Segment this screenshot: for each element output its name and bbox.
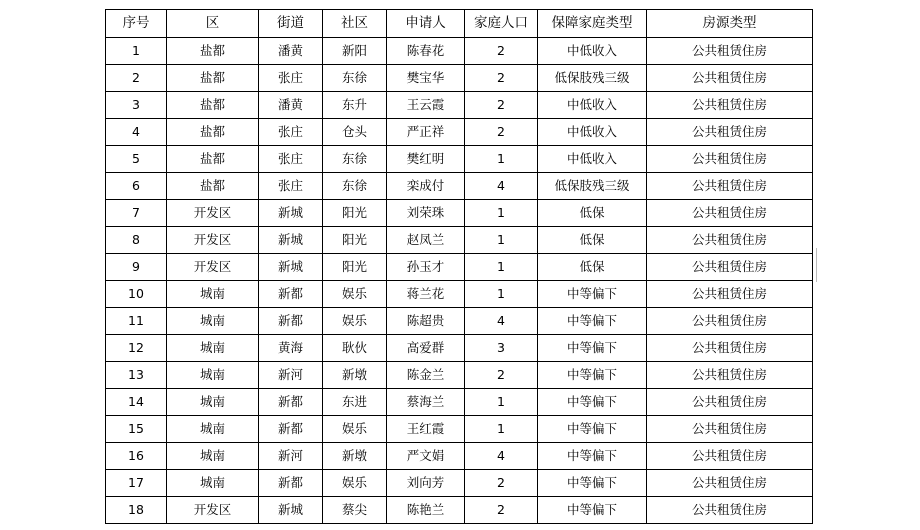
- cell-community: 东进: [323, 389, 387, 416]
- cell-guarantee-type: 中等偏下: [538, 335, 647, 362]
- cell-serial-number: 12: [106, 335, 167, 362]
- cell-applicant: 陈春花: [387, 38, 465, 65]
- cell-district: 盐都: [167, 92, 259, 119]
- header-housing-type: 房源类型: [647, 10, 813, 38]
- cell-guarantee-type: 低保: [538, 254, 647, 281]
- cell-community: 耿伙: [323, 335, 387, 362]
- cell-guarantee-type: 中等偏下: [538, 389, 647, 416]
- cell-community: 娱乐: [323, 470, 387, 497]
- header-community: 社区: [323, 10, 387, 38]
- table-row: [106, 200, 813, 227]
- table-row: [106, 281, 813, 308]
- cell-street: 新都: [259, 470, 323, 497]
- cell-district: 城南: [167, 470, 259, 497]
- cell-guarantee-type: 中等偏下: [538, 443, 647, 470]
- cell-serial-number: 3: [106, 92, 167, 119]
- cell-street: 新都: [259, 416, 323, 443]
- cell-household-size: 1: [465, 227, 538, 254]
- cell-household-size: 2: [465, 92, 538, 119]
- cell-street: 张庄: [259, 146, 323, 173]
- cell-guarantee-type: 中等偏下: [538, 470, 647, 497]
- cell-community: 娱乐: [323, 308, 387, 335]
- cell-district: 城南: [167, 308, 259, 335]
- cell-district: 城南: [167, 362, 259, 389]
- cell-household-size: 2: [465, 497, 538, 524]
- cell-community: 娱乐: [323, 281, 387, 308]
- header-household-size: 家庭人口: [465, 10, 538, 38]
- table-row: [106, 389, 813, 416]
- table-row: [106, 227, 813, 254]
- cell-housing-type: 公共租赁住房: [647, 416, 813, 443]
- cell-household-size: 1: [465, 389, 538, 416]
- cell-community: 东升: [323, 92, 387, 119]
- cell-applicant: 樊宝华: [387, 65, 465, 92]
- cell-applicant: 孙玉才: [387, 254, 465, 281]
- cell-housing-type: 公共租赁住房: [647, 389, 813, 416]
- cell-street: 张庄: [259, 119, 323, 146]
- cell-district: 盐都: [167, 65, 259, 92]
- table-row: [106, 470, 813, 497]
- cell-community: 东徐: [323, 146, 387, 173]
- cell-household-size: 2: [465, 65, 538, 92]
- cell-guarantee-type: 中低收入: [538, 92, 647, 119]
- table-header-row: [106, 10, 813, 38]
- cell-housing-type: 公共租赁住房: [647, 362, 813, 389]
- cell-applicant: 刘向芳: [387, 470, 465, 497]
- cell-serial-number: 8: [106, 227, 167, 254]
- cell-housing-type: 公共租赁住房: [647, 65, 813, 92]
- cell-district: 城南: [167, 389, 259, 416]
- table-row: [106, 173, 813, 200]
- cell-applicant: 刘荣珠: [387, 200, 465, 227]
- table-body: [106, 38, 813, 524]
- cell-street: 新城: [259, 227, 323, 254]
- cell-guarantee-type: 中等偏下: [538, 308, 647, 335]
- table-row: [106, 416, 813, 443]
- cell-guarantee-type: 中等偏下: [538, 497, 647, 524]
- cell-district: 盐都: [167, 146, 259, 173]
- cell-household-size: 1: [465, 416, 538, 443]
- cell-street: 潘黄: [259, 92, 323, 119]
- cell-household-size: 1: [465, 200, 538, 227]
- cell-serial-number: 18: [106, 497, 167, 524]
- cell-serial-number: 9: [106, 254, 167, 281]
- cell-serial-number: 4: [106, 119, 167, 146]
- cell-applicant: 赵凤兰: [387, 227, 465, 254]
- cell-serial-number: 2: [106, 65, 167, 92]
- cell-housing-type: 公共租赁住房: [647, 443, 813, 470]
- cell-household-size: 1: [465, 281, 538, 308]
- header-street: 街道: [259, 10, 323, 38]
- cell-community: 阳光: [323, 254, 387, 281]
- table-row: [106, 362, 813, 389]
- table-row: [106, 92, 813, 119]
- cell-serial-number: 10: [106, 281, 167, 308]
- cell-district: 开发区: [167, 227, 259, 254]
- cell-guarantee-type: 中低收入: [538, 119, 647, 146]
- cell-serial-number: 1: [106, 38, 167, 65]
- cell-guarantee-type: 中低收入: [538, 38, 647, 65]
- cell-applicant: 严正祥: [387, 119, 465, 146]
- cell-household-size: 4: [465, 443, 538, 470]
- cell-guarantee-type: 中等偏下: [538, 416, 647, 443]
- cell-street: 新河: [259, 362, 323, 389]
- table-row: [106, 308, 813, 335]
- cell-serial-number: 6: [106, 173, 167, 200]
- cell-household-size: 1: [465, 146, 538, 173]
- cell-district: 开发区: [167, 254, 259, 281]
- cell-applicant: 王红霞: [387, 416, 465, 443]
- cell-housing-type: 公共租赁住房: [647, 146, 813, 173]
- cell-district: 城南: [167, 416, 259, 443]
- cell-household-size: 2: [465, 470, 538, 497]
- cell-serial-number: 16: [106, 443, 167, 470]
- table-row: [106, 443, 813, 470]
- cell-street: 新城: [259, 254, 323, 281]
- cell-serial-number: 13: [106, 362, 167, 389]
- cell-district: 城南: [167, 281, 259, 308]
- table-row: [106, 119, 813, 146]
- cell-community: 新墩: [323, 443, 387, 470]
- cell-applicant: 高爱群: [387, 335, 465, 362]
- cell-applicant: 栾成付: [387, 173, 465, 200]
- cell-district: 城南: [167, 443, 259, 470]
- cell-guarantee-type: 低保肢残三级: [538, 65, 647, 92]
- cell-applicant: 严文娟: [387, 443, 465, 470]
- cell-district: 盐都: [167, 38, 259, 65]
- cell-street: 潘黄: [259, 38, 323, 65]
- cell-guarantee-type: 中低收入: [538, 146, 647, 173]
- header-guarantee-type: 保障家庭类型: [538, 10, 647, 38]
- cell-household-size: 3: [465, 335, 538, 362]
- cell-street: 新都: [259, 281, 323, 308]
- cell-community: 阳光: [323, 200, 387, 227]
- cell-housing-type: 公共租赁住房: [647, 92, 813, 119]
- housing-allocation-table: [105, 9, 813, 524]
- cell-housing-type: 公共租赁住房: [647, 173, 813, 200]
- cell-household-size: 2: [465, 38, 538, 65]
- table-row: [106, 254, 813, 281]
- cell-applicant: 陈艳兰: [387, 497, 465, 524]
- cell-household-size: 4: [465, 308, 538, 335]
- cell-serial-number: 11: [106, 308, 167, 335]
- cell-applicant: 陈超贵: [387, 308, 465, 335]
- cell-district: 开发区: [167, 497, 259, 524]
- cell-serial-number: 17: [106, 470, 167, 497]
- cell-street: 黄海: [259, 335, 323, 362]
- cell-street: 新城: [259, 200, 323, 227]
- cell-guarantee-type: 中等偏下: [538, 281, 647, 308]
- cell-housing-type: 公共租赁住房: [647, 119, 813, 146]
- cell-guarantee-type: 低保肢残三级: [538, 173, 647, 200]
- cell-street: 新城: [259, 497, 323, 524]
- cell-street: 新都: [259, 389, 323, 416]
- cell-housing-type: 公共租赁住房: [647, 38, 813, 65]
- cell-community: 新阳: [323, 38, 387, 65]
- cell-housing-type: 公共租赁住房: [647, 308, 813, 335]
- cell-housing-type: 公共租赁住房: [647, 254, 813, 281]
- cell-serial-number: 5: [106, 146, 167, 173]
- cell-guarantee-type: 中等偏下: [538, 362, 647, 389]
- header-district: 区: [167, 10, 259, 38]
- cell-household-size: 1: [465, 254, 538, 281]
- cell-district: 盐都: [167, 173, 259, 200]
- table-row: [106, 497, 813, 524]
- cell-district: 开发区: [167, 200, 259, 227]
- cell-community: 东徐: [323, 173, 387, 200]
- header-serial-number: 序号: [106, 10, 167, 38]
- cell-housing-type: 公共租赁住房: [647, 335, 813, 362]
- cell-community: 蔡尖: [323, 497, 387, 524]
- cell-applicant: 樊红明: [387, 146, 465, 173]
- cell-district: 城南: [167, 335, 259, 362]
- cell-housing-type: 公共租赁住房: [647, 227, 813, 254]
- cell-applicant: 蔡海兰: [387, 389, 465, 416]
- cell-housing-type: 公共租赁住房: [647, 281, 813, 308]
- cell-community: 娱乐: [323, 416, 387, 443]
- table-row: [106, 38, 813, 65]
- table-row: [106, 335, 813, 362]
- cell-serial-number: 7: [106, 200, 167, 227]
- cell-household-size: 4: [465, 173, 538, 200]
- cell-community: 新墩: [323, 362, 387, 389]
- cell-guarantee-type: 低保: [538, 200, 647, 227]
- cell-district: 盐都: [167, 119, 259, 146]
- cell-guarantee-type: 低保: [538, 227, 647, 254]
- cell-street: 张庄: [259, 65, 323, 92]
- cell-serial-number: 14: [106, 389, 167, 416]
- table-row: [106, 65, 813, 92]
- cell-street: 新都: [259, 308, 323, 335]
- cell-street: 张庄: [259, 173, 323, 200]
- cell-applicant: 陈金兰: [387, 362, 465, 389]
- cell-community: 阳光: [323, 227, 387, 254]
- cell-housing-type: 公共租赁住房: [647, 200, 813, 227]
- cell-community: 东徐: [323, 65, 387, 92]
- cell-housing-type: 公共租赁住房: [647, 470, 813, 497]
- cell-housing-type: 公共租赁住房: [647, 497, 813, 524]
- cell-applicant: 王云霞: [387, 92, 465, 119]
- cell-community: 仓头: [323, 119, 387, 146]
- table-row: [106, 146, 813, 173]
- cell-applicant: 蒋兰花: [387, 281, 465, 308]
- header-applicant: 申请人: [387, 10, 465, 38]
- cell-household-size: 2: [465, 119, 538, 146]
- cell-serial-number: 15: [106, 416, 167, 443]
- page-edge-mark: [816, 248, 817, 282]
- cell-household-size: 2: [465, 362, 538, 389]
- cell-street: 新河: [259, 443, 323, 470]
